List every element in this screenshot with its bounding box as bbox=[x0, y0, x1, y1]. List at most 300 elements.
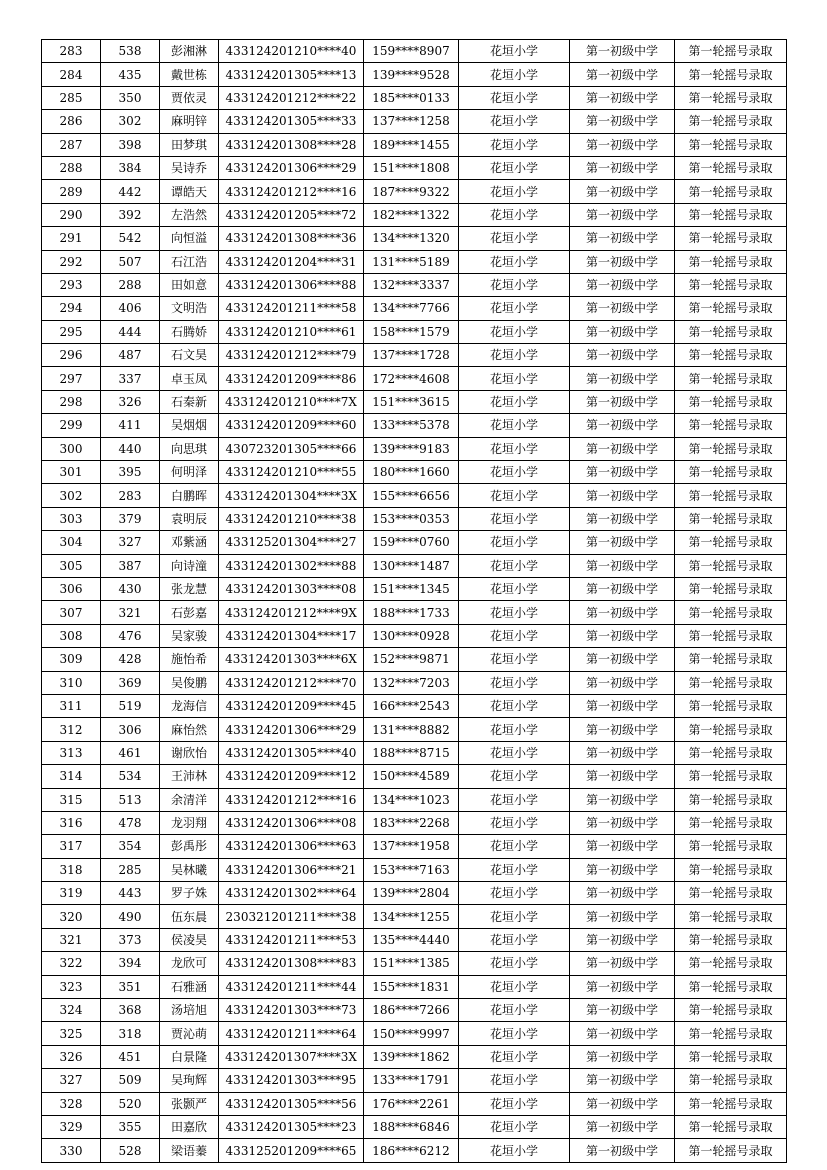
primary-school-cell: 花垣小学 bbox=[459, 63, 570, 86]
admitted-school-cell: 第一初级中学 bbox=[570, 624, 675, 647]
student-name-cell: 龙海信 bbox=[160, 694, 219, 717]
admitted-school-cell: 第一初级中学 bbox=[570, 671, 675, 694]
phone-number-cell: 134****1320 bbox=[364, 227, 459, 250]
phone-number-cell: 150****9997 bbox=[364, 1022, 459, 1045]
lottery-number-cell: 476 bbox=[101, 624, 160, 647]
admission-method-cell: 第一轮摇号录取 bbox=[675, 1022, 787, 1045]
phone-number-cell: 159****8907 bbox=[364, 40, 459, 63]
admission-method-cell: 第一轮摇号录取 bbox=[675, 250, 787, 273]
lottery-number-cell: 355 bbox=[101, 1115, 160, 1138]
serial-number-cell: 299 bbox=[42, 414, 101, 437]
table-row bbox=[42, 344, 787, 367]
phone-number-cell: 188****6846 bbox=[364, 1115, 459, 1138]
serial-number-cell: 312 bbox=[42, 718, 101, 741]
id-number-cell: 433124201305****13 bbox=[219, 63, 364, 86]
table-row bbox=[42, 1045, 787, 1068]
id-number-cell: 433124201308****28 bbox=[219, 133, 364, 156]
admitted-school-cell: 第一初级中学 bbox=[570, 414, 675, 437]
phone-number-cell: 153****0353 bbox=[364, 507, 459, 530]
lottery-number-cell: 337 bbox=[101, 367, 160, 390]
lottery-number-cell: 478 bbox=[101, 811, 160, 834]
phone-number-cell: 132****3337 bbox=[364, 273, 459, 296]
admission-method-cell: 第一轮摇号录取 bbox=[675, 110, 787, 133]
lottery-number-cell: 519 bbox=[101, 694, 160, 717]
table-row bbox=[42, 858, 787, 881]
id-number-cell: 433124201205****72 bbox=[219, 203, 364, 226]
admission-method-cell: 第一轮摇号录取 bbox=[675, 999, 787, 1022]
table-row bbox=[42, 835, 787, 858]
table-row bbox=[42, 250, 787, 273]
admission-method-cell: 第一轮摇号录取 bbox=[675, 1045, 787, 1068]
phone-number-cell: 139****2804 bbox=[364, 882, 459, 905]
student-name-cell: 施怡希 bbox=[160, 648, 219, 671]
id-number-cell: 433124201303****08 bbox=[219, 577, 364, 600]
admission-method-cell: 第一轮摇号录取 bbox=[675, 156, 787, 179]
student-name-cell: 吴俊鹏 bbox=[160, 671, 219, 694]
id-number-cell: 433124201302****88 bbox=[219, 554, 364, 577]
lottery-number-cell: 398 bbox=[101, 133, 160, 156]
primary-school-cell: 花垣小学 bbox=[459, 414, 570, 437]
serial-number-cell: 307 bbox=[42, 601, 101, 624]
admission-method-cell: 第一轮摇号录取 bbox=[675, 928, 787, 951]
admission-method-cell: 第一轮摇号录取 bbox=[675, 858, 787, 881]
student-name-cell: 吴诗乔 bbox=[160, 156, 219, 179]
primary-school-cell: 花垣小学 bbox=[459, 484, 570, 507]
student-name-cell: 白鹏晖 bbox=[160, 484, 219, 507]
id-number-cell: 433124201211****44 bbox=[219, 975, 364, 998]
admitted-school-cell: 第一初级中学 bbox=[570, 1139, 675, 1162]
id-number-cell: 433124201304****3X bbox=[219, 484, 364, 507]
serial-number-cell: 320 bbox=[42, 905, 101, 928]
primary-school-cell: 花垣小学 bbox=[459, 203, 570, 226]
admission-method-cell: 第一轮摇号录取 bbox=[675, 367, 787, 390]
admitted-school-cell: 第一初级中学 bbox=[570, 367, 675, 390]
lottery-number-cell: 302 bbox=[101, 110, 160, 133]
serial-number-cell: 287 bbox=[42, 133, 101, 156]
student-name-cell: 石彭嘉 bbox=[160, 601, 219, 624]
student-name-cell: 谭皓天 bbox=[160, 180, 219, 203]
serial-number-cell: 328 bbox=[42, 1092, 101, 1115]
primary-school-cell: 花垣小学 bbox=[459, 577, 570, 600]
serial-number-cell: 300 bbox=[42, 437, 101, 460]
id-number-cell: 433124201212****9X bbox=[219, 601, 364, 624]
primary-school-cell: 花垣小学 bbox=[459, 741, 570, 764]
student-name-cell: 吴家骏 bbox=[160, 624, 219, 647]
primary-school-cell: 花垣小学 bbox=[459, 1045, 570, 1068]
admitted-school-cell: 第一初级中学 bbox=[570, 577, 675, 600]
student-name-cell: 田梦琪 bbox=[160, 133, 219, 156]
lottery-number-cell: 318 bbox=[101, 1022, 160, 1045]
student-name-cell: 田如意 bbox=[160, 273, 219, 296]
admitted-school-cell: 第一初级中学 bbox=[570, 718, 675, 741]
admitted-school-cell: 第一初级中学 bbox=[570, 86, 675, 109]
phone-number-cell: 159****0760 bbox=[364, 531, 459, 554]
id-number-cell: 433124201302****64 bbox=[219, 882, 364, 905]
lottery-number-cell: 440 bbox=[101, 437, 160, 460]
admitted-school-cell: 第一初级中学 bbox=[570, 928, 675, 951]
id-number-cell: 433124201210****7X bbox=[219, 390, 364, 413]
lottery-number-cell: 461 bbox=[101, 741, 160, 764]
id-number-cell: 433124201212****70 bbox=[219, 671, 364, 694]
id-number-cell: 433124201209****12 bbox=[219, 765, 364, 788]
id-number-cell: 433124201308****83 bbox=[219, 952, 364, 975]
phone-number-cell: 158****1579 bbox=[364, 320, 459, 343]
admission-method-cell: 第一轮摇号录取 bbox=[675, 718, 787, 741]
admission-method-cell: 第一轮摇号录取 bbox=[675, 694, 787, 717]
table-row bbox=[42, 952, 787, 975]
serial-number-cell: 298 bbox=[42, 390, 101, 413]
serial-number-cell: 291 bbox=[42, 227, 101, 250]
admitted-school-cell: 第一初级中学 bbox=[570, 227, 675, 250]
table-row bbox=[42, 811, 787, 834]
table-row bbox=[42, 1069, 787, 1092]
phone-number-cell: 137****1958 bbox=[364, 835, 459, 858]
table-body bbox=[42, 40, 787, 1163]
primary-school-cell: 花垣小学 bbox=[459, 1139, 570, 1162]
phone-number-cell: 186****6212 bbox=[364, 1139, 459, 1162]
admitted-school-cell: 第一初级中学 bbox=[570, 975, 675, 998]
table-row bbox=[42, 484, 787, 507]
primary-school-cell: 花垣小学 bbox=[459, 694, 570, 717]
primary-school-cell: 花垣小学 bbox=[459, 1022, 570, 1045]
table-row bbox=[42, 648, 787, 671]
phone-number-cell: 151****1345 bbox=[364, 577, 459, 600]
phone-number-cell: 155****1831 bbox=[364, 975, 459, 998]
table-row bbox=[42, 156, 787, 179]
lottery-number-cell: 288 bbox=[101, 273, 160, 296]
serial-number-cell: 329 bbox=[42, 1115, 101, 1138]
student-name-cell: 石腾娇 bbox=[160, 320, 219, 343]
student-name-cell: 戴世栋 bbox=[160, 63, 219, 86]
lottery-number-cell: 406 bbox=[101, 297, 160, 320]
lottery-number-cell: 490 bbox=[101, 905, 160, 928]
phone-number-cell: 185****0133 bbox=[364, 86, 459, 109]
id-number-cell: 433124201306****08 bbox=[219, 811, 364, 834]
id-number-cell: 433124201212****16 bbox=[219, 788, 364, 811]
primary-school-cell: 花垣小学 bbox=[459, 180, 570, 203]
lottery-number-cell: 509 bbox=[101, 1069, 160, 1092]
primary-school-cell: 花垣小学 bbox=[459, 765, 570, 788]
serial-number-cell: 302 bbox=[42, 484, 101, 507]
lottery-number-cell: 538 bbox=[101, 40, 160, 63]
primary-school-cell: 花垣小学 bbox=[459, 507, 570, 530]
admission-method-cell: 第一轮摇号录取 bbox=[675, 952, 787, 975]
admission-method-cell: 第一轮摇号录取 bbox=[675, 227, 787, 250]
admitted-school-cell: 第一初级中学 bbox=[570, 250, 675, 273]
student-name-cell: 伍东晨 bbox=[160, 905, 219, 928]
table-row bbox=[42, 741, 787, 764]
serial-number-cell: 314 bbox=[42, 765, 101, 788]
table-row bbox=[42, 671, 787, 694]
admitted-school-cell: 第一初级中学 bbox=[570, 1115, 675, 1138]
id-number-cell: 230321201211****38 bbox=[219, 905, 364, 928]
phone-number-cell: 131****8882 bbox=[364, 718, 459, 741]
serial-number-cell: 330 bbox=[42, 1139, 101, 1162]
lottery-number-cell: 444 bbox=[101, 320, 160, 343]
id-number-cell: 433124201305****23 bbox=[219, 1115, 364, 1138]
serial-number-cell: 296 bbox=[42, 344, 101, 367]
serial-number-cell: 321 bbox=[42, 928, 101, 951]
id-number-cell: 433124201305****56 bbox=[219, 1092, 364, 1115]
admitted-school-cell: 第一初级中学 bbox=[570, 273, 675, 296]
student-name-cell: 吴烟烟 bbox=[160, 414, 219, 437]
lottery-number-cell: 443 bbox=[101, 882, 160, 905]
id-number-cell: 433124201212****22 bbox=[219, 86, 364, 109]
admitted-school-cell: 第一初级中学 bbox=[570, 882, 675, 905]
student-name-cell: 吴珣辉 bbox=[160, 1069, 219, 1092]
student-name-cell: 贾沁萌 bbox=[160, 1022, 219, 1045]
admitted-school-cell: 第一初级中学 bbox=[570, 156, 675, 179]
student-name-cell: 田嘉欣 bbox=[160, 1115, 219, 1138]
admitted-school-cell: 第一初级中学 bbox=[570, 110, 675, 133]
table-row bbox=[42, 928, 787, 951]
serial-number-cell: 325 bbox=[42, 1022, 101, 1045]
table-row bbox=[42, 1115, 787, 1138]
admitted-school-cell: 第一初级中学 bbox=[570, 507, 675, 530]
primary-school-cell: 花垣小学 bbox=[459, 601, 570, 624]
phone-number-cell: 189****1455 bbox=[364, 133, 459, 156]
lottery-number-cell: 507 bbox=[101, 250, 160, 273]
admission-method-cell: 第一轮摇号录取 bbox=[675, 484, 787, 507]
admitted-school-cell: 第一初级中学 bbox=[570, 952, 675, 975]
admission-method-cell: 第一轮摇号录取 bbox=[675, 1092, 787, 1115]
phone-number-cell: 151****3615 bbox=[364, 390, 459, 413]
primary-school-cell: 花垣小学 bbox=[459, 156, 570, 179]
primary-school-cell: 花垣小学 bbox=[459, 297, 570, 320]
serial-number-cell: 293 bbox=[42, 273, 101, 296]
admission-method-cell: 第一轮摇号录取 bbox=[675, 554, 787, 577]
table-row bbox=[42, 1139, 787, 1162]
serial-number-cell: 292 bbox=[42, 250, 101, 273]
id-number-cell: 433124201304****17 bbox=[219, 624, 364, 647]
phone-number-cell: 183****2268 bbox=[364, 811, 459, 834]
admission-method-cell: 第一轮摇号录取 bbox=[675, 811, 787, 834]
serial-number-cell: 306 bbox=[42, 577, 101, 600]
lottery-number-cell: 442 bbox=[101, 180, 160, 203]
student-name-cell: 石雅涵 bbox=[160, 975, 219, 998]
admitted-school-cell: 第一初级中学 bbox=[570, 63, 675, 86]
phone-number-cell: 188****8715 bbox=[364, 741, 459, 764]
primary-school-cell: 花垣小学 bbox=[459, 952, 570, 975]
phone-number-cell: 134****1255 bbox=[364, 905, 459, 928]
phone-number-cell: 130****1487 bbox=[364, 554, 459, 577]
admitted-school-cell: 第一初级中学 bbox=[570, 1045, 675, 1068]
admission-method-cell: 第一轮摇号录取 bbox=[675, 601, 787, 624]
table-row bbox=[42, 461, 787, 484]
lottery-number-cell: 321 bbox=[101, 601, 160, 624]
admission-method-cell: 第一轮摇号录取 bbox=[675, 390, 787, 413]
admitted-school-cell: 第一初级中学 bbox=[570, 811, 675, 834]
table-row bbox=[42, 86, 787, 109]
serial-number-cell: 294 bbox=[42, 297, 101, 320]
phone-number-cell: 151****1385 bbox=[364, 952, 459, 975]
student-name-cell: 吴林曦 bbox=[160, 858, 219, 881]
table-row bbox=[42, 273, 787, 296]
table-row bbox=[42, 1022, 787, 1045]
id-number-cell: 433124201210****61 bbox=[219, 320, 364, 343]
table-row bbox=[42, 694, 787, 717]
student-name-cell: 石秦新 bbox=[160, 390, 219, 413]
lottery-number-cell: 392 bbox=[101, 203, 160, 226]
primary-school-cell: 花垣小学 bbox=[459, 788, 570, 811]
lottery-number-cell: 394 bbox=[101, 952, 160, 975]
lottery-number-cell: 487 bbox=[101, 344, 160, 367]
phone-number-cell: 133****5378 bbox=[364, 414, 459, 437]
lottery-number-cell: 384 bbox=[101, 156, 160, 179]
serial-number-cell: 304 bbox=[42, 531, 101, 554]
primary-school-cell: 花垣小学 bbox=[459, 718, 570, 741]
id-number-cell: 433124201211****64 bbox=[219, 1022, 364, 1045]
admitted-school-cell: 第一初级中学 bbox=[570, 601, 675, 624]
lottery-number-cell: 351 bbox=[101, 975, 160, 998]
table-row bbox=[42, 180, 787, 203]
id-number-cell: 433124201306****63 bbox=[219, 835, 364, 858]
id-number-cell: 433124201306****29 bbox=[219, 718, 364, 741]
admitted-school-cell: 第一初级中学 bbox=[570, 858, 675, 881]
table-row bbox=[42, 507, 787, 530]
serial-number-cell: 326 bbox=[42, 1045, 101, 1068]
student-name-cell: 谢欣怡 bbox=[160, 741, 219, 764]
id-number-cell: 433124201306****29 bbox=[219, 156, 364, 179]
id-number-cell: 433124201308****36 bbox=[219, 227, 364, 250]
lottery-number-cell: 369 bbox=[101, 671, 160, 694]
admission-method-cell: 第一轮摇号录取 bbox=[675, 461, 787, 484]
table-row bbox=[42, 905, 787, 928]
student-name-cell: 向诗潼 bbox=[160, 554, 219, 577]
primary-school-cell: 花垣小学 bbox=[459, 110, 570, 133]
student-name-cell: 贾依灵 bbox=[160, 86, 219, 109]
id-number-cell: 433124201307****3X bbox=[219, 1045, 364, 1068]
table-row bbox=[42, 577, 787, 600]
admission-method-cell: 第一轮摇号录取 bbox=[675, 648, 787, 671]
primary-school-cell: 花垣小学 bbox=[459, 1069, 570, 1092]
table-row bbox=[42, 718, 787, 741]
admission-method-cell: 第一轮摇号录取 bbox=[675, 741, 787, 764]
serial-number-cell: 309 bbox=[42, 648, 101, 671]
admission-method-cell: 第一轮摇号录取 bbox=[675, 297, 787, 320]
primary-school-cell: 花垣小学 bbox=[459, 344, 570, 367]
serial-number-cell: 297 bbox=[42, 367, 101, 390]
admission-method-cell: 第一轮摇号录取 bbox=[675, 133, 787, 156]
serial-number-cell: 327 bbox=[42, 1069, 101, 1092]
table-row bbox=[42, 437, 787, 460]
id-number-cell: 433124201303****95 bbox=[219, 1069, 364, 1092]
table-row bbox=[42, 367, 787, 390]
admitted-school-cell: 第一初级中学 bbox=[570, 835, 675, 858]
phone-number-cell: 176****2261 bbox=[364, 1092, 459, 1115]
primary-school-cell: 花垣小学 bbox=[459, 882, 570, 905]
primary-school-cell: 花垣小学 bbox=[459, 928, 570, 951]
phone-number-cell: 130****0928 bbox=[364, 624, 459, 647]
lottery-number-cell: 368 bbox=[101, 999, 160, 1022]
serial-number-cell: 324 bbox=[42, 999, 101, 1022]
lottery-number-cell: 306 bbox=[101, 718, 160, 741]
lottery-number-cell: 285 bbox=[101, 858, 160, 881]
student-name-cell: 卓玉凤 bbox=[160, 367, 219, 390]
lottery-number-cell: 354 bbox=[101, 835, 160, 858]
admitted-school-cell: 第一初级中学 bbox=[570, 203, 675, 226]
serial-number-cell: 288 bbox=[42, 156, 101, 179]
admission-method-cell: 第一轮摇号录取 bbox=[675, 765, 787, 788]
table-row bbox=[42, 624, 787, 647]
primary-school-cell: 花垣小学 bbox=[459, 273, 570, 296]
phone-number-cell: 131****5189 bbox=[364, 250, 459, 273]
primary-school-cell: 花垣小学 bbox=[459, 648, 570, 671]
admitted-school-cell: 第一初级中学 bbox=[570, 694, 675, 717]
admission-table bbox=[41, 39, 787, 1163]
id-number-cell: 433124201209****86 bbox=[219, 367, 364, 390]
admitted-school-cell: 第一初级中学 bbox=[570, 180, 675, 203]
admission-method-cell: 第一轮摇号录取 bbox=[675, 320, 787, 343]
id-number-cell: 433124201212****16 bbox=[219, 180, 364, 203]
lottery-number-cell: 283 bbox=[101, 484, 160, 507]
id-number-cell: 433124201306****21 bbox=[219, 858, 364, 881]
lottery-number-cell: 428 bbox=[101, 648, 160, 671]
id-number-cell: 433124201306****88 bbox=[219, 273, 364, 296]
table-row bbox=[42, 110, 787, 133]
phone-number-cell: 182****1322 bbox=[364, 203, 459, 226]
serial-number-cell: 303 bbox=[42, 507, 101, 530]
table-row bbox=[42, 999, 787, 1022]
primary-school-cell: 花垣小学 bbox=[459, 835, 570, 858]
serial-number-cell: 283 bbox=[42, 40, 101, 63]
phone-number-cell: 134****7766 bbox=[364, 297, 459, 320]
id-number-cell: 430723201305****66 bbox=[219, 437, 364, 460]
admission-method-cell: 第一轮摇号录取 bbox=[675, 40, 787, 63]
phone-number-cell: 172****4608 bbox=[364, 367, 459, 390]
lottery-number-cell: 327 bbox=[101, 531, 160, 554]
admitted-school-cell: 第一初级中学 bbox=[570, 1092, 675, 1115]
admission-method-cell: 第一轮摇号录取 bbox=[675, 1069, 787, 1092]
table-row bbox=[42, 554, 787, 577]
admitted-school-cell: 第一初级中学 bbox=[570, 40, 675, 63]
table-row bbox=[42, 414, 787, 437]
phone-number-cell: 153****7163 bbox=[364, 858, 459, 881]
phone-number-cell: 135****4440 bbox=[364, 928, 459, 951]
admitted-school-cell: 第一初级中学 bbox=[570, 133, 675, 156]
admission-method-cell: 第一轮摇号录取 bbox=[675, 273, 787, 296]
primary-school-cell: 花垣小学 bbox=[459, 86, 570, 109]
serial-number-cell: 322 bbox=[42, 952, 101, 975]
admission-method-cell: 第一轮摇号录取 bbox=[675, 531, 787, 554]
admitted-school-cell: 第一初级中学 bbox=[570, 999, 675, 1022]
table-row bbox=[42, 601, 787, 624]
student-name-cell: 张龙慧 bbox=[160, 577, 219, 600]
serial-number-cell: 295 bbox=[42, 320, 101, 343]
serial-number-cell: 311 bbox=[42, 694, 101, 717]
serial-number-cell: 308 bbox=[42, 624, 101, 647]
admitted-school-cell: 第一初级中学 bbox=[570, 531, 675, 554]
phone-number-cell: 134****1023 bbox=[364, 788, 459, 811]
phone-number-cell: 180****1660 bbox=[364, 461, 459, 484]
admission-method-cell: 第一轮摇号录取 bbox=[675, 86, 787, 109]
primary-school-cell: 花垣小学 bbox=[459, 554, 570, 577]
admitted-school-cell: 第一初级中学 bbox=[570, 344, 675, 367]
student-name-cell: 王沛林 bbox=[160, 765, 219, 788]
student-name-cell: 麻怡然 bbox=[160, 718, 219, 741]
admission-method-cell: 第一轮摇号录取 bbox=[675, 507, 787, 530]
admission-method-cell: 第一轮摇号录取 bbox=[675, 835, 787, 858]
lottery-number-cell: 542 bbox=[101, 227, 160, 250]
lottery-number-cell: 430 bbox=[101, 577, 160, 600]
phone-number-cell: 137****1728 bbox=[364, 344, 459, 367]
id-number-cell: 433124201211****58 bbox=[219, 297, 364, 320]
admission-method-cell: 第一轮摇号录取 bbox=[675, 180, 787, 203]
student-name-cell: 张颢严 bbox=[160, 1092, 219, 1115]
serial-number-cell: 319 bbox=[42, 882, 101, 905]
primary-school-cell: 花垣小学 bbox=[459, 367, 570, 390]
table-row bbox=[42, 40, 787, 63]
